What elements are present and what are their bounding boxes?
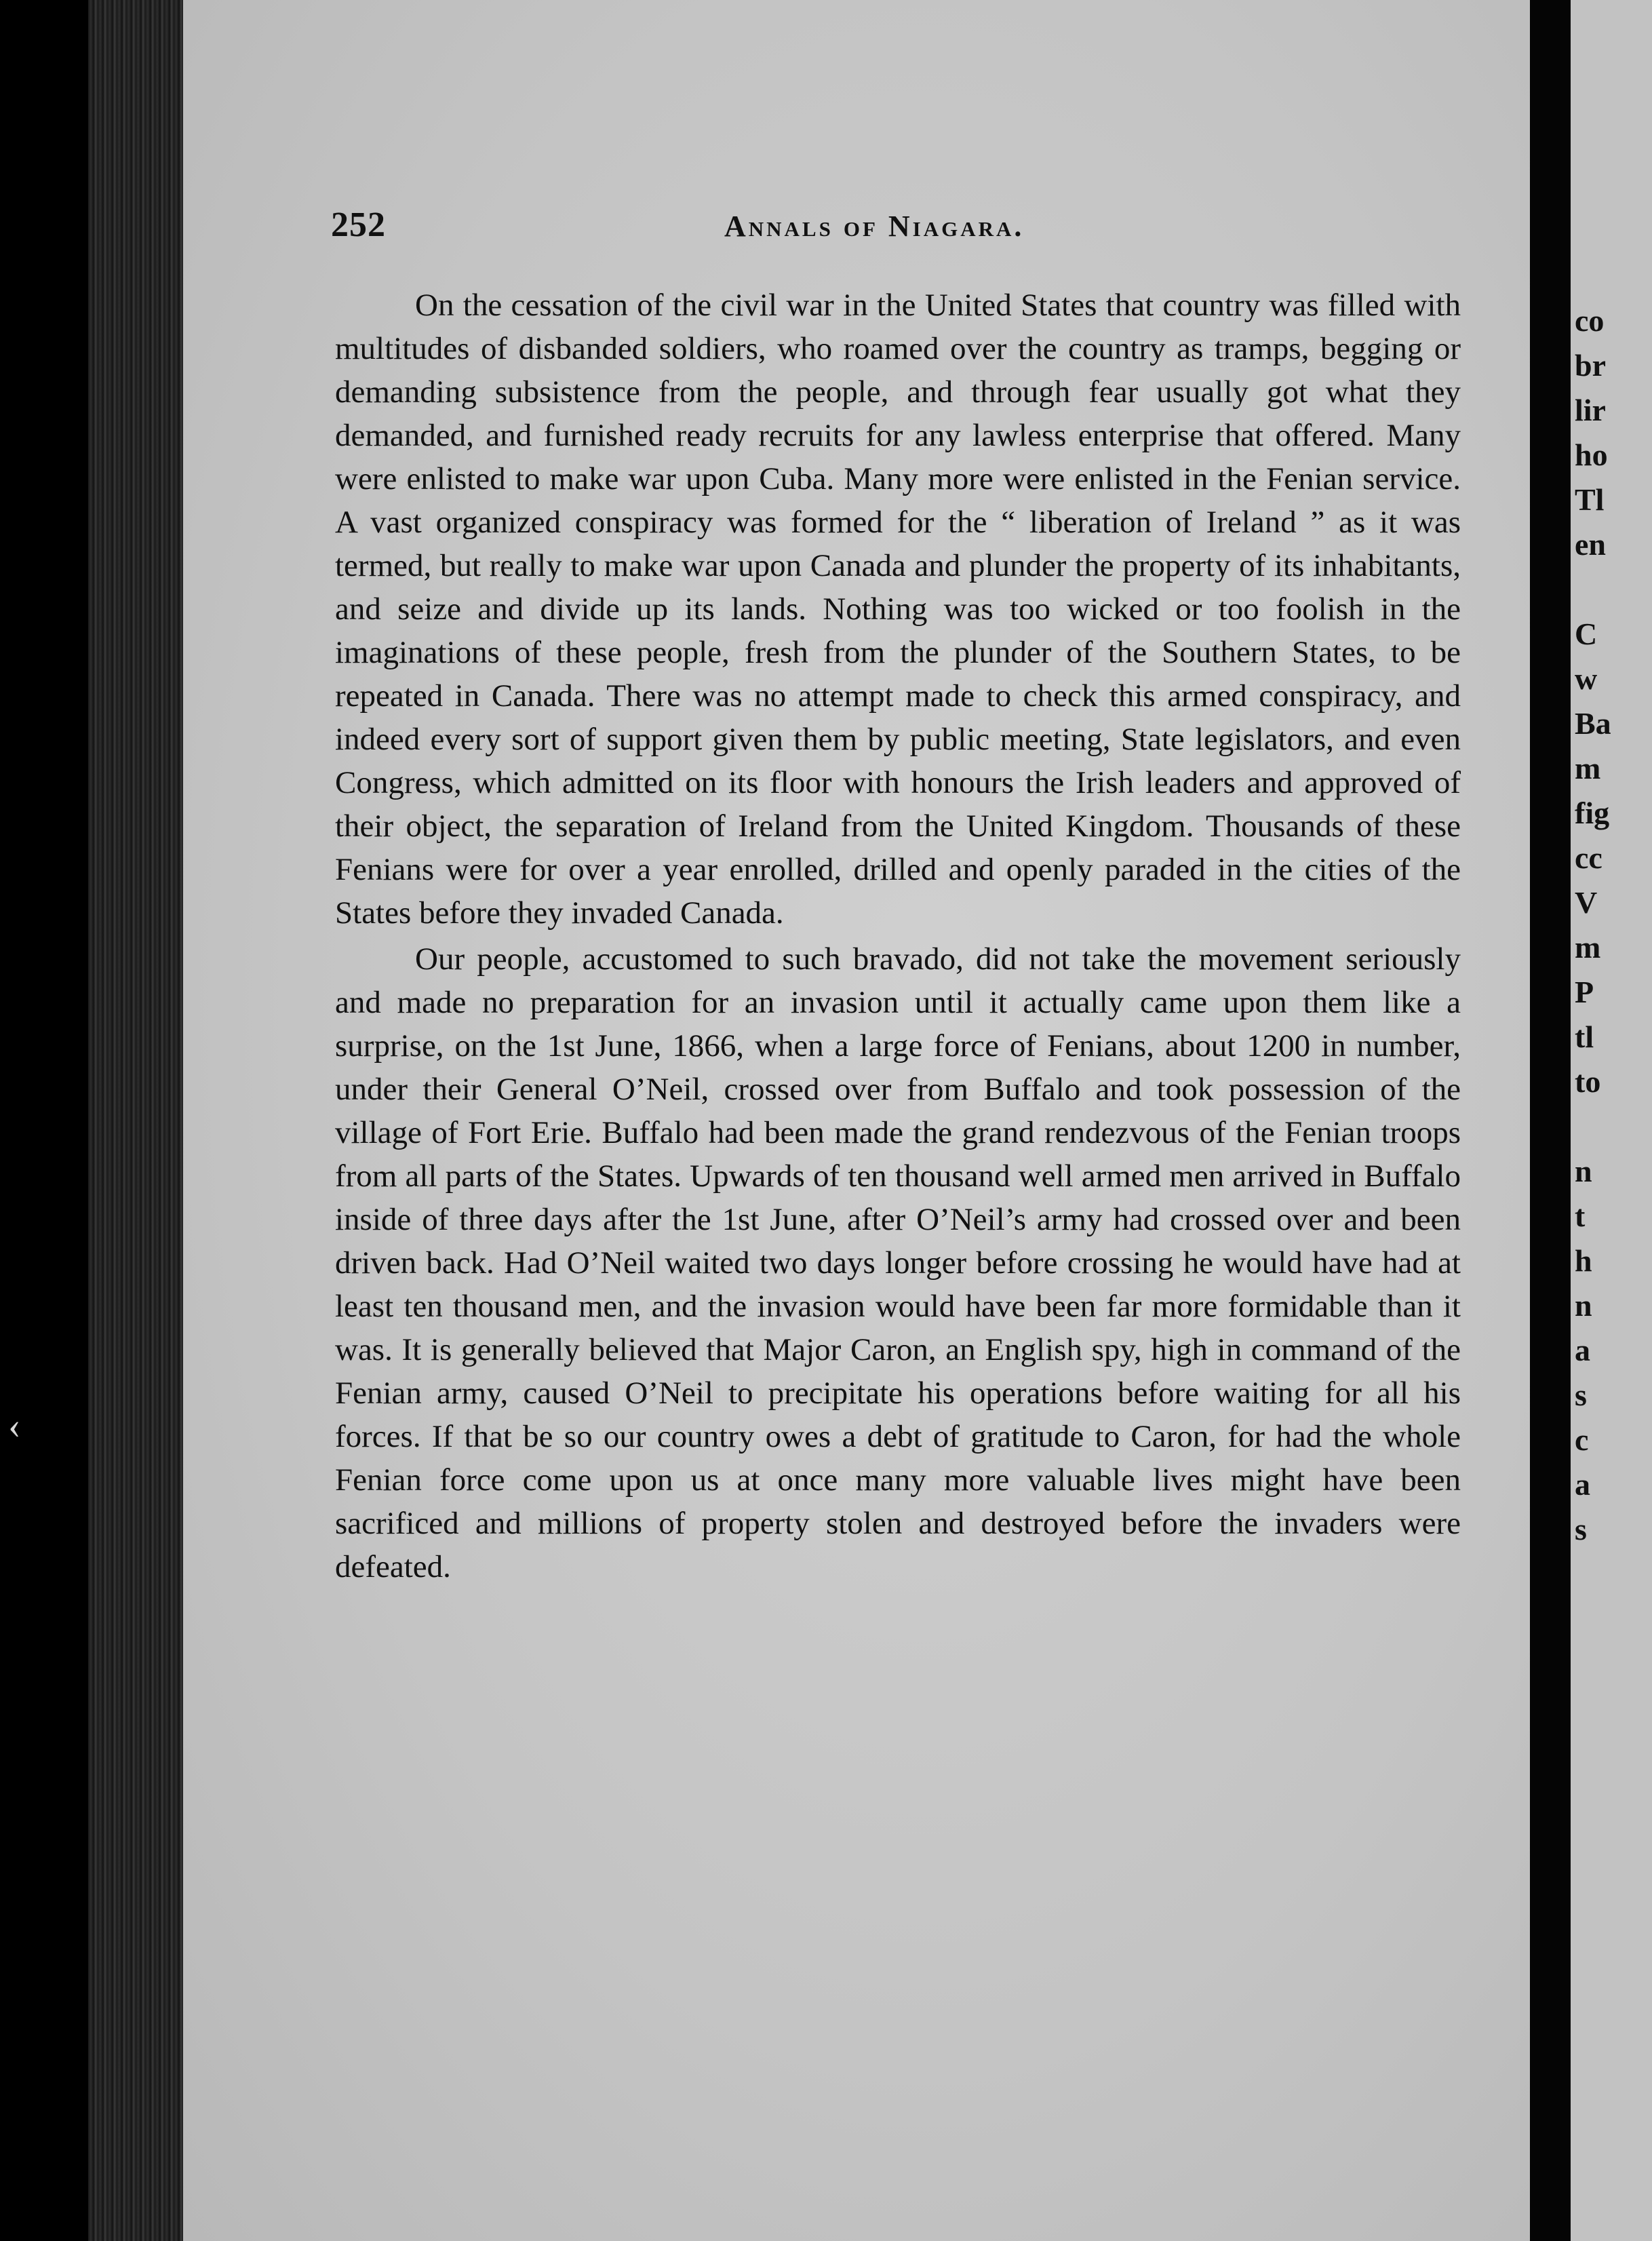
- margin-mark: ‹: [8, 1405, 21, 1447]
- next-page-edge: [1571, 0, 1652, 2241]
- page-number: 252: [331, 206, 386, 244]
- running-head: [331, 205, 1463, 252]
- paragraph-1: On the cessation of the civil war in the United States that country was filled with multitudes of disbanded soldiers, who roamed over the country as tramps, begging or demanding subsistence from the people, and through fear usually got what they demanded, and furnished ready recruits for any lawless enterprise that offered. Many were enlisted to make war upon Cuba. Many more were enlisted in the Fenian service. A vast organized conspiracy was formed for the “ liberation of Ireland ” as it was termed, but really to make war upon Canada and plunder the property of its inhabitants, and seize and divide up its lands. Nothing was too wicked or too foolish in the imaginations of these people, fresh from the plunder of the Southern States, to be repeated in Canada. There was no attempt made to check this armed conspiracy, and indeed every sort of support given them by public meeting, State legislators, and even Congress, which admitted on its floor with honours the Irish leaders and approved of their object, the separation of Ireland from the United Kingdom. Thousands of these Fenians were for over a year enrolled, drilled and openly paraded in the cities of the States before they invaded Canada.: [335, 288, 1461, 931]
- running-title: Annals of Niagara.: [724, 210, 1025, 243]
- page-gutter: [1530, 0, 1571, 2241]
- next-page-fragments: co br lir ho Tl en C w Ba m fig cc V m P tl to n t h n a s c a s: [1575, 303, 1611, 1546]
- paragraph-2: Our people, accustomed to such bravado, did not take the movement seriously and made no preparation for an invasion until it actually came upon them like a surprise, on the 1st June, 1866, when a large force of Fenians, about 1200 in number, under their General O’Neil, crossed over from Buffalo and took possession of the village of Fort Erie. Buffalo had been made the grand rendezvous of the Fenian troops from all parts of the States. Upwards of ten thousand well armed men arrived in Buffalo inside of three days after the 1st June, after O’Neil’s army had crossed over and been driven back. Had O’Neil waited two days longer before crossing he would have had at least ten thousand men, and the invasion would have been far more formidable than it was. It is generally believed that Major Caron, an English spy, high in command of the Fenian army, caused O’Neil to precipitate his operations before waiting for all his forces. If that be so our country owes a debt of gratitude to Caron, for had the whole Fenian force come upon us at once many more valuable lives might have been sacrificed and millions of property stolen and destroyed before the invaders were defeated.: [335, 941, 1461, 1584]
- page-edges: [88, 0, 190, 2241]
- body-text: [335, 284, 1461, 1589]
